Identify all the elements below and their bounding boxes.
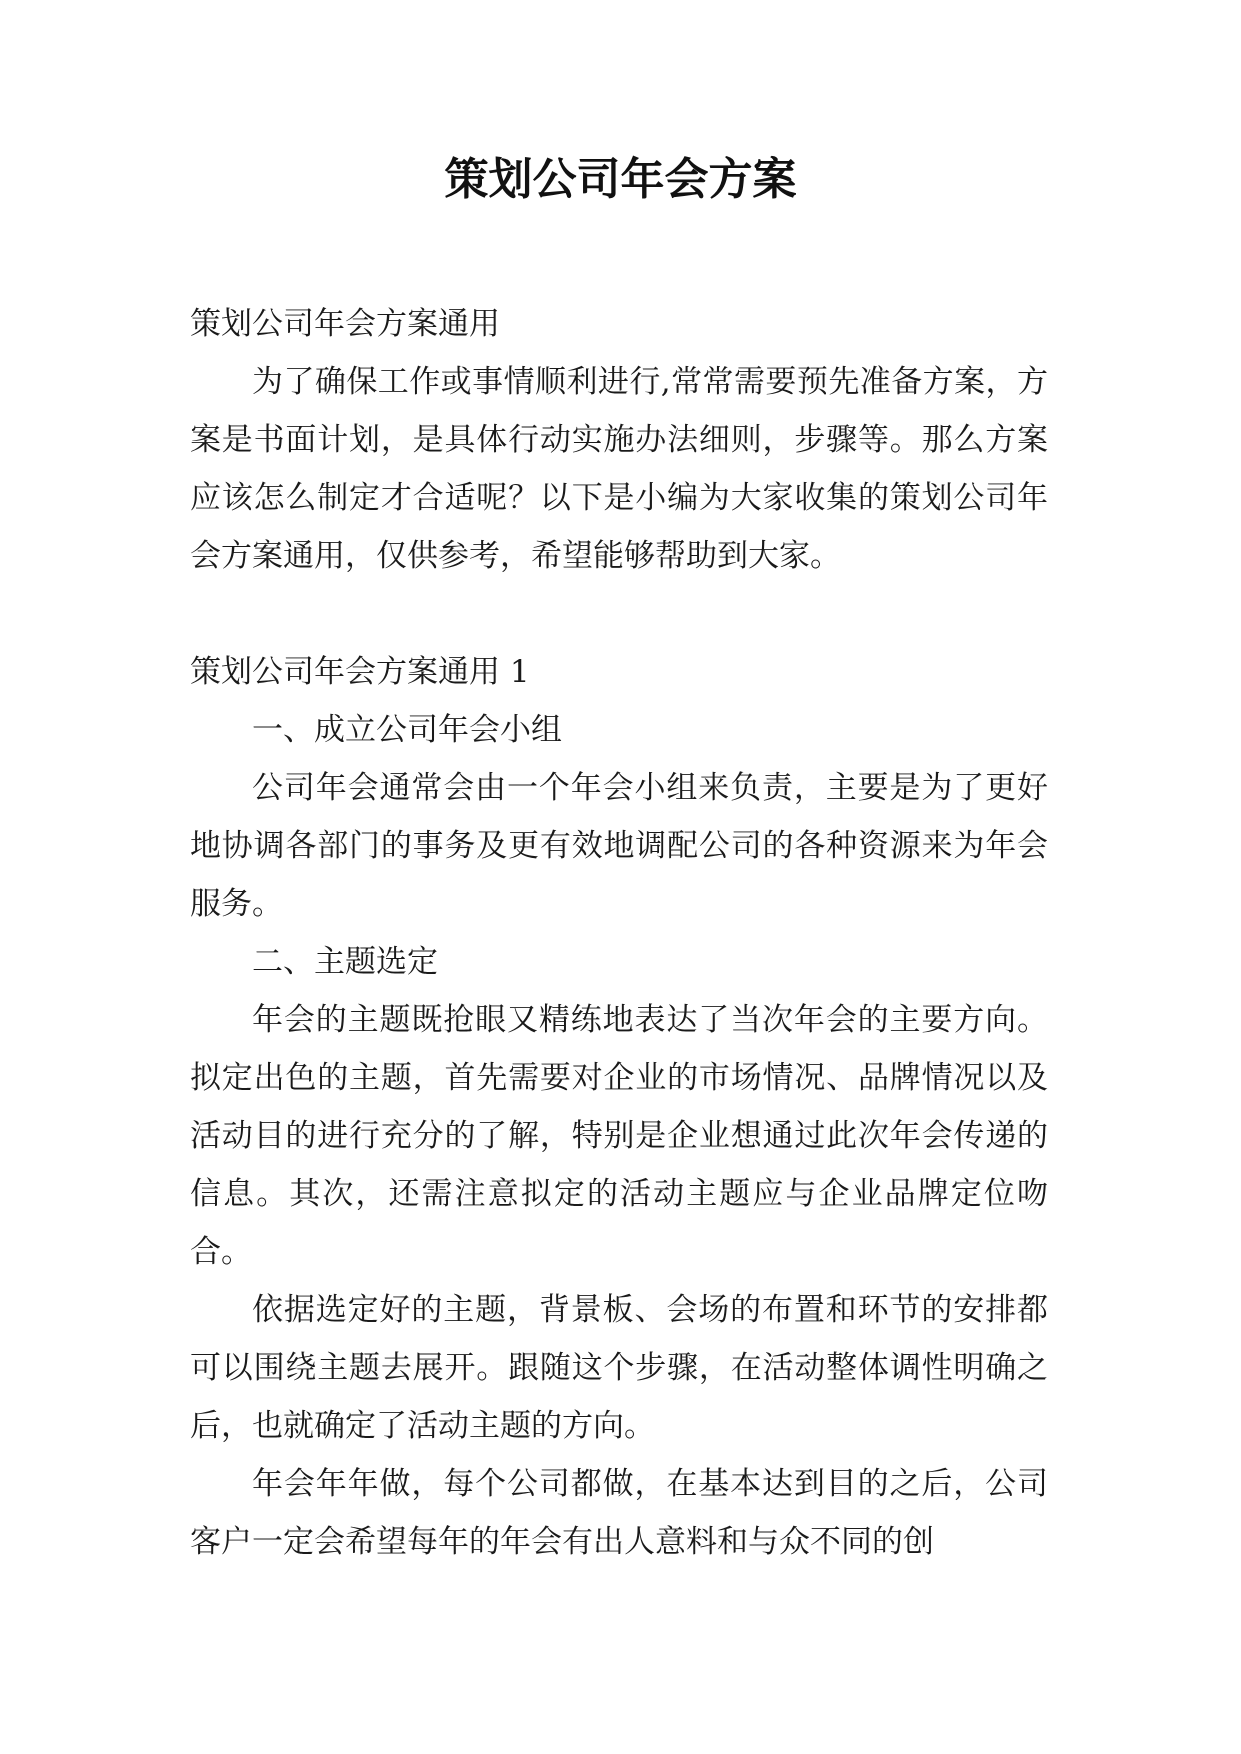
subtitle-paragraph: 策划公司年会方案通用 [190,306,500,342]
body-paragraph: 公司年会通常会由一个年会小组来负责，主要是为了更好地协调各部门的事务及更有效地调配公司的各种资源来为年会服务。 [190,770,1048,922]
intro-paragraph: 为了确保工作或事情顺利进行,常常需要预先准备方案，方案是书面计划，是具体行动实施办法细则，步骤等。那么方案应该怎么制定才合适呢？以下是小编为大家收集的策划公司年会方案通用，仅供参考，希望能够帮助到大家。 [190,364,1048,574]
document-body [190,295,1048,1571]
body-paragraph: 年会的主题既抢眼又精练地表达了当次年会的主要方向。拟定出色的主题，首先需要对企业的市场情况、品牌情况以及活动目的进行充分的了解，特别是企业想通过此次年会传递的信息。其次，还需注意拟定的活动主题应与企业品牌定位吻合。 [190,1002,1048,1270]
document-title: 策划公司年会方案 [444,154,797,205]
subheading-one: 一、成立公司年会小组 [252,712,562,748]
body-paragraph: 依据选定好的主题，背景板、会场的布置和环节的安排都可以围绕主题去展开。跟随这个步骤，在活动整体调性明确之后，也就确定了活动主题的方向。 [190,1292,1048,1444]
body-paragraph: 年会年年做，每个公司都做，在基本达到目的之后，公司客户一定会希望每年的年会有出人意料和与众不同的创 [190,1466,1048,1560]
subheading-two: 二、主题选定 [252,944,438,980]
section-heading: 策划公司年会方案通用 1 [190,654,530,690]
